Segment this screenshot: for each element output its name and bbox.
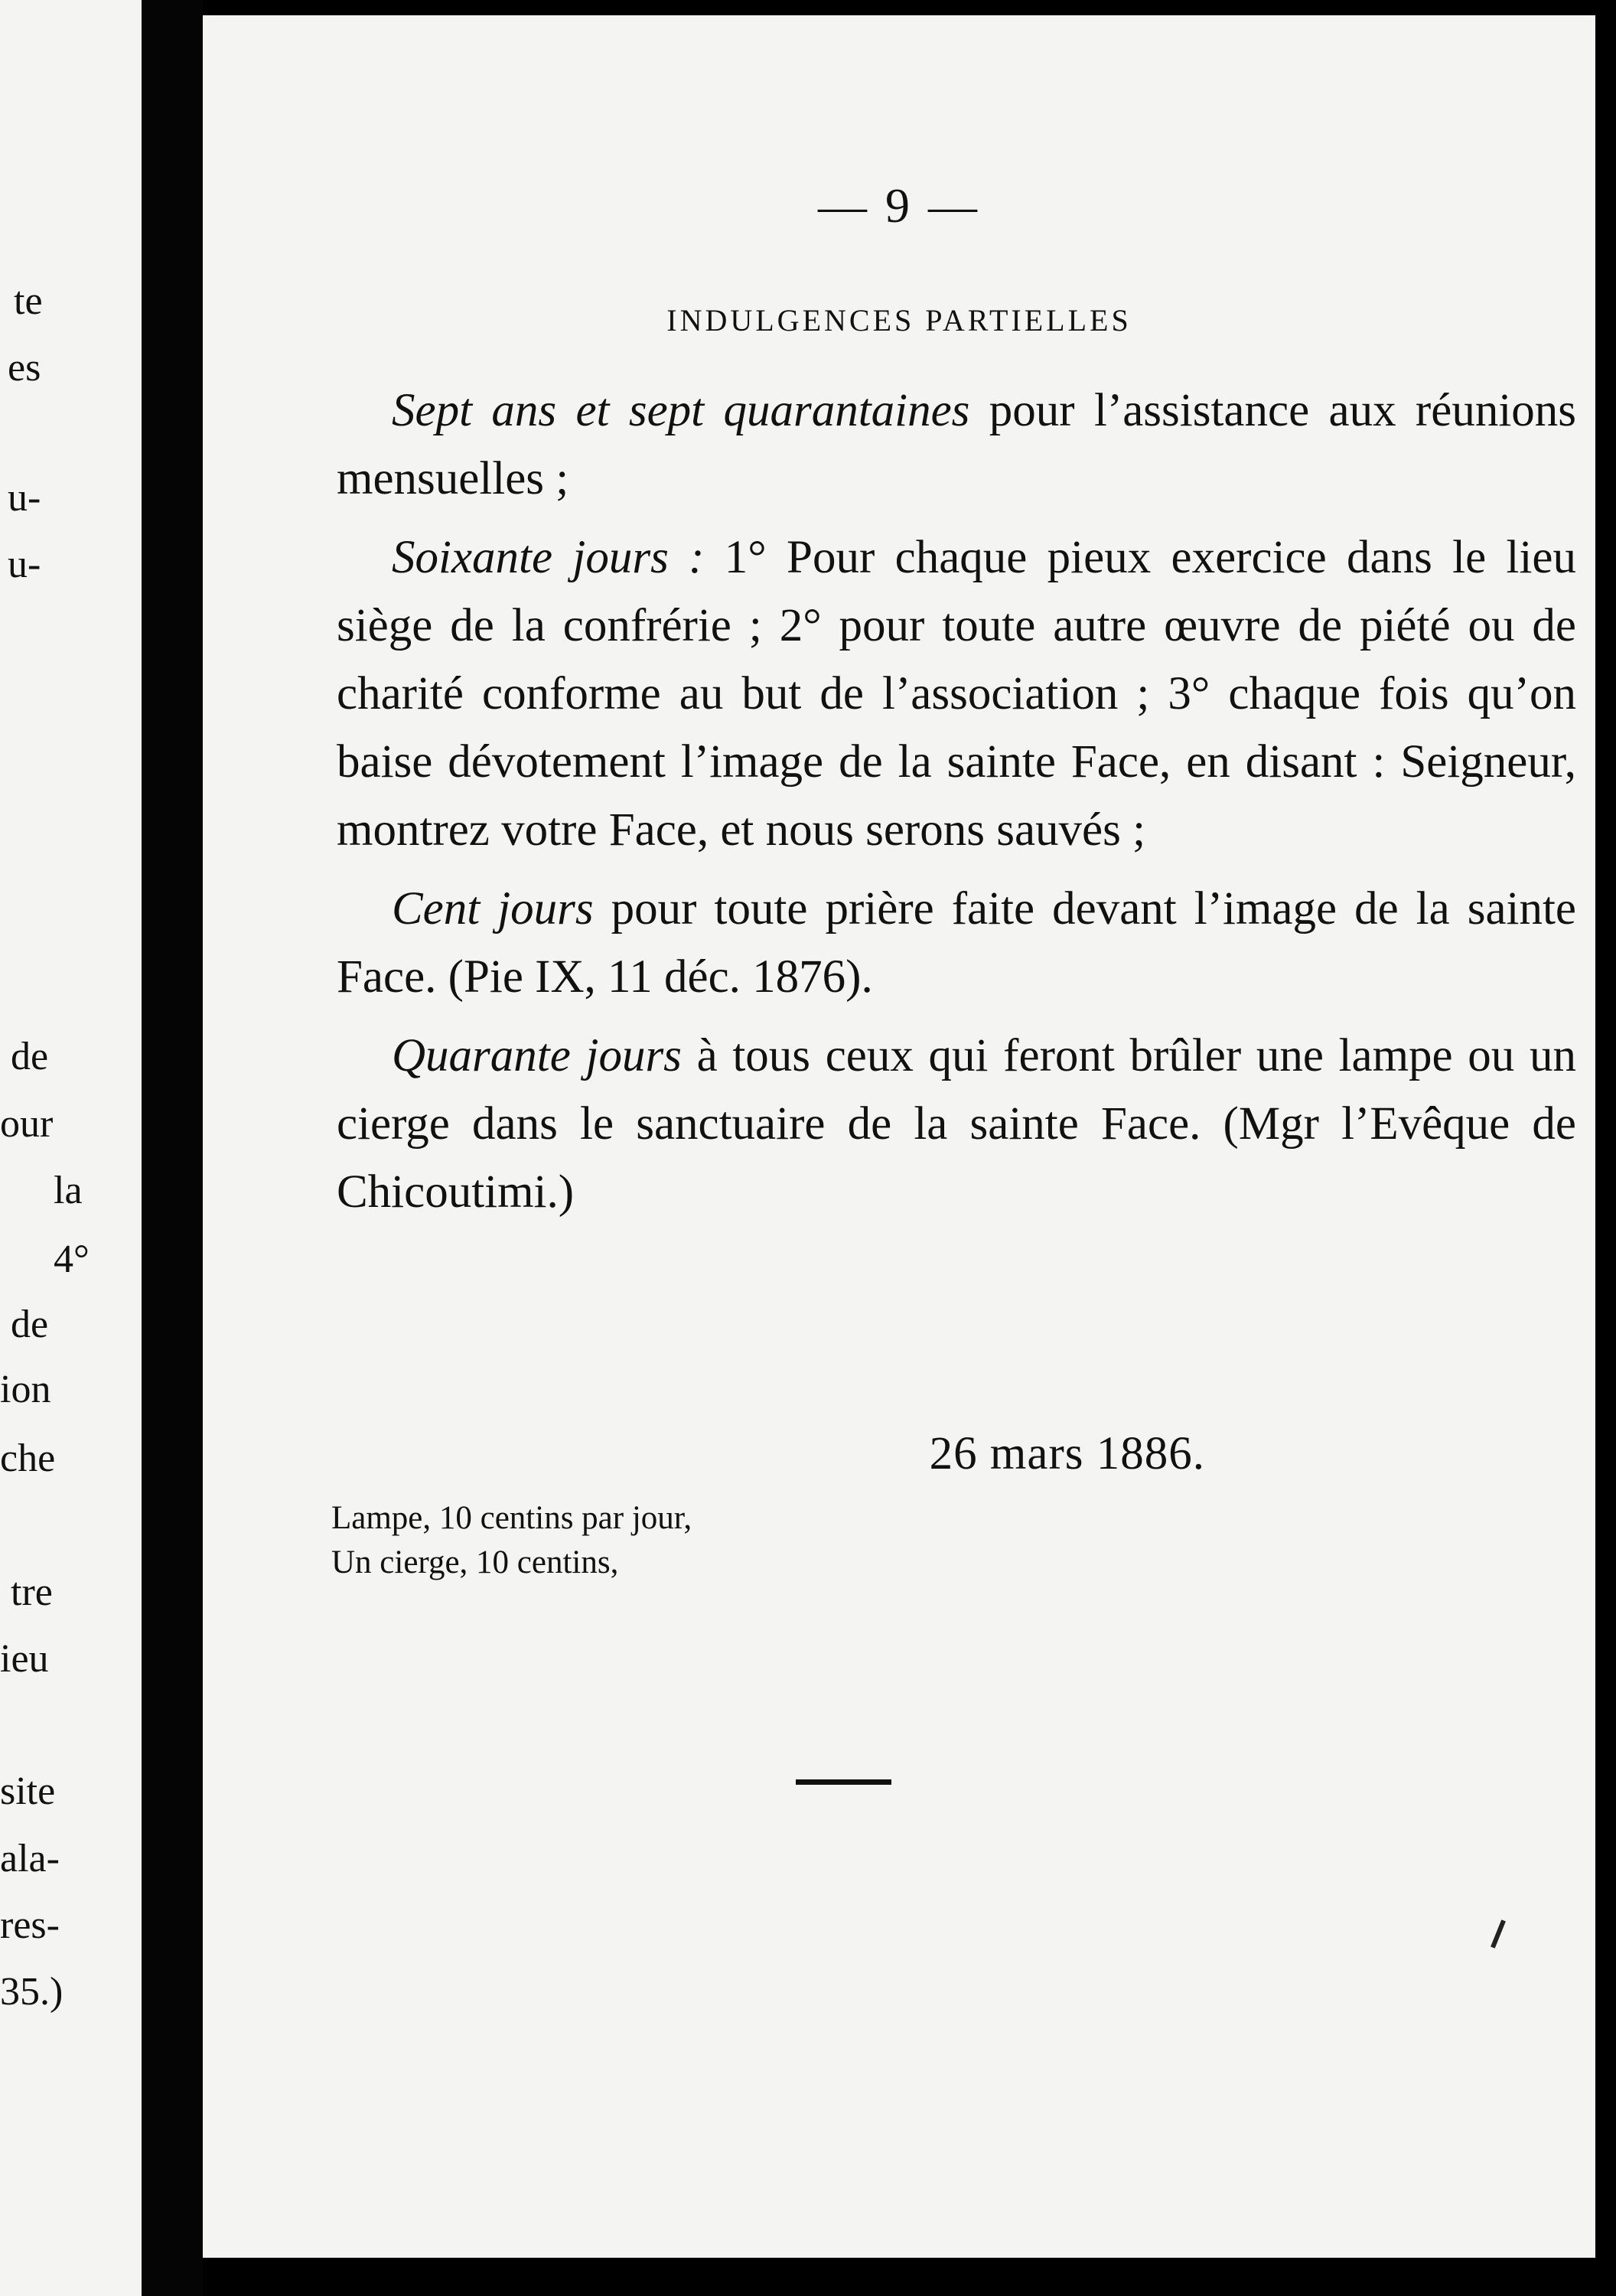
fragment-text: che (0, 1437, 56, 1480)
page-number: — 9 — (818, 178, 980, 233)
paragraph (337, 875, 1576, 1011)
paragraph-lead: Soixante jours : (392, 532, 705, 583)
paragraph (337, 377, 1576, 513)
fragment-text: 35.) (0, 1970, 64, 2014)
fragment-text: our (0, 1102, 54, 1146)
previous-page-edge (0, 0, 142, 2296)
paragraph-lead: Cent jours (392, 883, 594, 934)
page (203, 15, 1595, 2258)
fragment-text: res- (0, 1903, 60, 1947)
fragment-text: tre (11, 1570, 53, 1614)
body-text (337, 377, 1576, 1237)
paragraph (337, 1022, 1576, 1226)
scan-speck (1491, 1919, 1506, 1948)
fragment-text: de (11, 1035, 49, 1078)
fragment-text: site (0, 1769, 56, 1813)
date-line: 26 mars 1886. (929, 1428, 1205, 1479)
book-gutter (142, 0, 203, 2296)
fragment-text: ion (0, 1368, 51, 1411)
paragraph-lead: Quarante jours (392, 1030, 682, 1081)
price-notes (331, 1496, 692, 1585)
fragment-text: ala- (0, 1837, 60, 1880)
fragment-text: u- (8, 543, 41, 586)
fragment-text: te (14, 279, 43, 323)
section-heading: INDULGENCES PARTIELLES (666, 303, 1132, 338)
paragraph-text: à tous ceux qui feront brûler une lampe ou un cierge dans le sanctuaire de la sainte Face. (Mgr l’Evêque de Chicoutimi.) (337, 1030, 1576, 1218)
note-line: Un cierge, 10 centins, (331, 1544, 619, 1580)
fragment-text: 4° (54, 1238, 90, 1281)
fragment-text: ieu (0, 1637, 49, 1681)
fragment-text: u- (8, 476, 41, 520)
paragraph-lead: Sept ans et sept quarantaines (392, 385, 970, 436)
fragment-text: es (8, 346, 41, 390)
paragraph (337, 523, 1576, 864)
paragraph-text: 1° Pour chaque pieux exercice dans le lieu siège de la confrérie ; 2° pour toute autre œuvre de piété ou de charité conforme au but de l’association ; 3° chaque fois qu’on baise dévotement l’image de la sainte Face, en disant : Seigneur, montrez votre Face, et nous serons sauvés ; (337, 532, 1576, 856)
fragment-text: de (11, 1303, 49, 1346)
section-divider (796, 1779, 891, 1785)
paragraph-text: pour toute prière faite devant l’image de la sainte Face. (Pie IX, 11 déc. 1876). (337, 883, 1576, 1003)
note-line: Lampe, 10 centins par jour, (331, 1500, 692, 1536)
paragraph-text: pour l’assistance aux réunions mensuelles ; (337, 385, 1577, 504)
fragment-text: la (54, 1169, 83, 1212)
